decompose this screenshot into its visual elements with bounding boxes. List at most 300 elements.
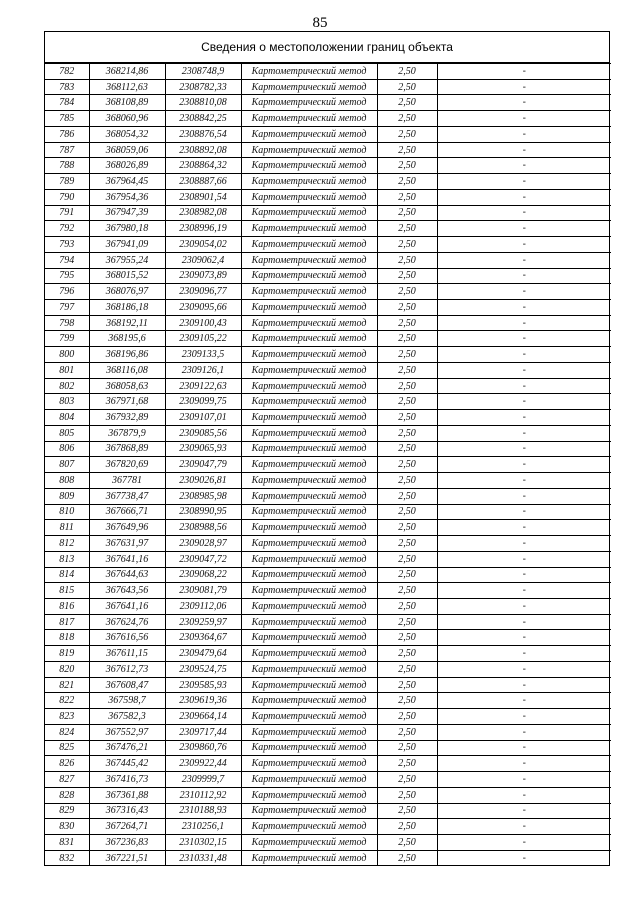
x-coordinate-cell: 367947,39 [89, 205, 165, 221]
y-coordinate-cell: 2309047,79 [165, 457, 241, 473]
x-coordinate-cell: 368060,96 [89, 111, 165, 127]
table-row [45, 803, 611, 819]
accuracy-cell: 2,50 [377, 158, 437, 174]
table-row [45, 473, 611, 489]
method-cell: Картометрический метод [241, 457, 377, 473]
point-number-cell: 830 [45, 819, 89, 835]
point-number-cell: 814 [45, 567, 89, 583]
accuracy-cell: 2,50 [377, 520, 437, 536]
accuracy-cell: 2,50 [377, 64, 437, 80]
y-coordinate-cell: 2310302,15 [165, 834, 241, 850]
y-coordinate-cell: 2309047,72 [165, 551, 241, 567]
point-number-cell: 801 [45, 362, 89, 378]
note-cell: - [437, 536, 611, 552]
x-coordinate-cell: 367644,63 [89, 567, 165, 583]
y-coordinate-cell: 2308864,32 [165, 158, 241, 174]
y-coordinate-cell: 2309133,5 [165, 347, 241, 363]
accuracy-cell: 2,50 [377, 567, 437, 583]
note-cell: - [437, 677, 611, 693]
method-cell: Картометрический метод [241, 378, 377, 394]
method-cell: Картометрический метод [241, 64, 377, 80]
method-cell: Картометрический метод [241, 142, 377, 158]
y-coordinate-cell: 2309999,7 [165, 772, 241, 788]
point-number-cell: 811 [45, 520, 89, 536]
point-number-cell: 797 [45, 300, 89, 316]
method-cell: Картометрический метод [241, 237, 377, 253]
table-row [45, 237, 611, 253]
accuracy-cell: 2,50 [377, 724, 437, 740]
y-coordinate-cell: 2308887,66 [165, 174, 241, 190]
method-cell: Картометрический метод [241, 221, 377, 237]
y-coordinate-cell: 2309122,63 [165, 378, 241, 394]
note-cell: - [437, 268, 611, 284]
accuracy-cell: 2,50 [377, 803, 437, 819]
note-cell: - [437, 520, 611, 536]
note-cell: - [437, 772, 611, 788]
note-cell: - [437, 79, 611, 95]
note-cell: - [437, 142, 611, 158]
method-cell: Картометрический метод [241, 819, 377, 835]
note-cell: - [437, 488, 611, 504]
note-cell: - [437, 740, 611, 756]
y-coordinate-cell: 2309028,97 [165, 536, 241, 552]
method-cell: Картометрический метод [241, 520, 377, 536]
x-coordinate-cell: 367820,69 [89, 457, 165, 473]
method-cell: Картометрический метод [241, 677, 377, 693]
table-row [45, 79, 611, 95]
note-cell: - [437, 205, 611, 221]
y-coordinate-cell: 2308982,08 [165, 205, 241, 221]
table-row [45, 724, 611, 740]
table-row [45, 410, 611, 426]
point-number-cell: 832 [45, 850, 89, 865]
point-number-cell: 793 [45, 237, 89, 253]
table-row [45, 300, 611, 316]
note-cell: - [437, 237, 611, 253]
x-coordinate-cell: 367641,16 [89, 598, 165, 614]
accuracy-cell: 2,50 [377, 174, 437, 190]
accuracy-cell: 2,50 [377, 268, 437, 284]
note-cell: - [437, 819, 611, 835]
accuracy-cell: 2,50 [377, 425, 437, 441]
note-cell: - [437, 126, 611, 142]
accuracy-cell: 2,50 [377, 614, 437, 630]
x-coordinate-cell: 367608,47 [89, 677, 165, 693]
accuracy-cell: 2,50 [377, 111, 437, 127]
table-row [45, 787, 611, 803]
method-cell: Картометрический метод [241, 646, 377, 662]
point-number-cell: 821 [45, 677, 89, 693]
accuracy-cell: 2,50 [377, 630, 437, 646]
note-cell: - [437, 425, 611, 441]
table-row [45, 95, 611, 111]
point-number-cell: 809 [45, 488, 89, 504]
coordinates-table-frame [44, 31, 610, 866]
y-coordinate-cell: 2308988,56 [165, 520, 241, 536]
accuracy-cell: 2,50 [377, 378, 437, 394]
accuracy-cell: 2,50 [377, 504, 437, 520]
x-coordinate-cell: 367964,45 [89, 174, 165, 190]
table-row [45, 504, 611, 520]
table-row [45, 772, 611, 788]
y-coordinate-cell: 2309099,75 [165, 394, 241, 410]
point-number-cell: 828 [45, 787, 89, 803]
note-cell: - [437, 598, 611, 614]
table-row [45, 126, 611, 142]
y-coordinate-cell: 2309085,56 [165, 425, 241, 441]
note-cell: - [437, 709, 611, 725]
x-coordinate-cell: 367361,88 [89, 787, 165, 803]
accuracy-cell: 2,50 [377, 205, 437, 221]
x-coordinate-cell: 368112,63 [89, 79, 165, 95]
accuracy-cell: 2,50 [377, 189, 437, 205]
x-coordinate-cell: 367738,47 [89, 488, 165, 504]
accuracy-cell: 2,50 [377, 677, 437, 693]
accuracy-cell: 2,50 [377, 473, 437, 489]
y-coordinate-cell: 2309126,1 [165, 362, 241, 378]
y-coordinate-cell: 2309100,43 [165, 315, 241, 331]
accuracy-cell: 2,50 [377, 142, 437, 158]
point-number-cell: 792 [45, 221, 89, 237]
accuracy-cell: 2,50 [377, 95, 437, 111]
table-title: Сведения о местоположении границ объекта [45, 32, 609, 63]
method-cell: Картометрический метод [241, 315, 377, 331]
note-cell: - [437, 661, 611, 677]
table-row [45, 677, 611, 693]
method-cell: Картометрический метод [241, 473, 377, 489]
method-cell: Картометрический метод [241, 787, 377, 803]
x-coordinate-cell: 367612,73 [89, 661, 165, 677]
point-number-cell: 805 [45, 425, 89, 441]
y-coordinate-cell: 2308748,9 [165, 64, 241, 80]
method-cell: Картометрический метод [241, 488, 377, 504]
point-number-cell: 824 [45, 724, 89, 740]
x-coordinate-cell: 368116,08 [89, 362, 165, 378]
table-row [45, 709, 611, 725]
accuracy-cell: 2,50 [377, 79, 437, 95]
method-cell: Картометрический метод [241, 95, 377, 111]
table-row [45, 646, 611, 662]
point-number-cell: 787 [45, 142, 89, 158]
method-cell: Картометрический метод [241, 252, 377, 268]
table-row [45, 205, 611, 221]
y-coordinate-cell: 2308782,33 [165, 79, 241, 95]
x-coordinate-cell: 368059,06 [89, 142, 165, 158]
x-coordinate-cell: 367641,16 [89, 551, 165, 567]
y-coordinate-cell: 2309065,93 [165, 441, 241, 457]
note-cell: - [437, 158, 611, 174]
point-number-cell: 796 [45, 284, 89, 300]
y-coordinate-cell: 2308892,08 [165, 142, 241, 158]
note-cell: - [437, 315, 611, 331]
table-row [45, 834, 611, 850]
table-row [45, 189, 611, 205]
coordinates-table [45, 63, 611, 865]
method-cell: Картометрический метод [241, 834, 377, 850]
x-coordinate-cell: 367666,71 [89, 504, 165, 520]
point-number-cell: 794 [45, 252, 89, 268]
method-cell: Картометрический метод [241, 661, 377, 677]
y-coordinate-cell: 2309717,44 [165, 724, 241, 740]
point-number-cell: 818 [45, 630, 89, 646]
method-cell: Картометрический метод [241, 850, 377, 865]
x-coordinate-cell: 368058,63 [89, 378, 165, 394]
note-cell: - [437, 646, 611, 662]
x-coordinate-cell: 368015,52 [89, 268, 165, 284]
point-number-cell: 785 [45, 111, 89, 127]
accuracy-cell: 2,50 [377, 126, 437, 142]
point-number-cell: 786 [45, 126, 89, 142]
method-cell: Картометрический метод [241, 425, 377, 441]
x-coordinate-cell: 367879,9 [89, 425, 165, 441]
point-number-cell: 788 [45, 158, 89, 174]
x-coordinate-cell: 368214,86 [89, 64, 165, 80]
note-cell: - [437, 378, 611, 394]
page-number: 85 [312, 15, 328, 31]
table-row [45, 583, 611, 599]
point-number-cell: 831 [45, 834, 89, 850]
accuracy-cell: 2,50 [377, 221, 437, 237]
point-number-cell: 808 [45, 473, 89, 489]
y-coordinate-cell: 2309026,81 [165, 473, 241, 489]
x-coordinate-cell: 367932,89 [89, 410, 165, 426]
note-cell: - [437, 441, 611, 457]
note-cell: - [437, 583, 611, 599]
accuracy-cell: 2,50 [377, 300, 437, 316]
table-row [45, 284, 611, 300]
method-cell: Картометрический метод [241, 551, 377, 567]
y-coordinate-cell: 2310256,1 [165, 819, 241, 835]
method-cell: Картометрический метод [241, 394, 377, 410]
x-coordinate-cell: 368054,32 [89, 126, 165, 142]
method-cell: Картометрический метод [241, 158, 377, 174]
accuracy-cell: 2,50 [377, 646, 437, 662]
y-coordinate-cell: 2309259,97 [165, 614, 241, 630]
point-number-cell: 820 [45, 661, 89, 677]
method-cell: Картометрический метод [241, 630, 377, 646]
method-cell: Картометрический метод [241, 614, 377, 630]
y-coordinate-cell: 2309922,44 [165, 756, 241, 772]
point-number-cell: 790 [45, 189, 89, 205]
y-coordinate-cell: 2309062,4 [165, 252, 241, 268]
table-row [45, 331, 611, 347]
note-cell: - [437, 174, 611, 190]
y-coordinate-cell: 2309585,93 [165, 677, 241, 693]
note-cell: - [437, 64, 611, 80]
accuracy-cell: 2,50 [377, 740, 437, 756]
point-number-cell: 806 [45, 441, 89, 457]
note-cell: - [437, 284, 611, 300]
point-number-cell: 804 [45, 410, 89, 426]
method-cell: Картометрический метод [241, 740, 377, 756]
accuracy-cell: 2,50 [377, 787, 437, 803]
accuracy-cell: 2,50 [377, 394, 437, 410]
table-body [45, 64, 611, 866]
method-cell: Картометрический метод [241, 79, 377, 95]
y-coordinate-cell: 2310112,92 [165, 787, 241, 803]
x-coordinate-cell: 367941,09 [89, 237, 165, 253]
accuracy-cell: 2,50 [377, 488, 437, 504]
x-coordinate-cell: 367616,56 [89, 630, 165, 646]
y-coordinate-cell: 2308996,19 [165, 221, 241, 237]
point-number-cell: 816 [45, 598, 89, 614]
method-cell: Картометрический метод [241, 410, 377, 426]
point-number-cell: 789 [45, 174, 89, 190]
x-coordinate-cell: 367980,18 [89, 221, 165, 237]
point-number-cell: 802 [45, 378, 89, 394]
y-coordinate-cell: 2309105,22 [165, 331, 241, 347]
table-row [45, 567, 611, 583]
table-row [45, 174, 611, 190]
note-cell: - [437, 473, 611, 489]
accuracy-cell: 2,50 [377, 331, 437, 347]
point-number-cell: 813 [45, 551, 89, 567]
point-number-cell: 783 [45, 79, 89, 95]
y-coordinate-cell: 2310188,93 [165, 803, 241, 819]
note-cell: - [437, 756, 611, 772]
point-number-cell: 782 [45, 64, 89, 80]
note-cell: - [437, 221, 611, 237]
x-coordinate-cell: 368026,89 [89, 158, 165, 174]
x-coordinate-cell: 367781 [89, 473, 165, 489]
table-row [45, 630, 611, 646]
note-cell: - [437, 630, 611, 646]
y-coordinate-cell: 2309860,76 [165, 740, 241, 756]
y-coordinate-cell: 2309619,36 [165, 693, 241, 709]
point-number-cell: 798 [45, 315, 89, 331]
note-cell: - [437, 410, 611, 426]
x-coordinate-cell: 367552,97 [89, 724, 165, 740]
x-coordinate-cell: 367582,3 [89, 709, 165, 725]
x-coordinate-cell: 367476,21 [89, 740, 165, 756]
x-coordinate-cell: 368196,86 [89, 347, 165, 363]
table-row [45, 158, 611, 174]
x-coordinate-cell: 367954,36 [89, 189, 165, 205]
point-number-cell: 819 [45, 646, 89, 662]
point-number-cell: 826 [45, 756, 89, 772]
x-coordinate-cell: 368186,18 [89, 300, 165, 316]
accuracy-cell: 2,50 [377, 237, 437, 253]
x-coordinate-cell: 367221,51 [89, 850, 165, 865]
accuracy-cell: 2,50 [377, 850, 437, 865]
x-coordinate-cell: 367971,68 [89, 394, 165, 410]
x-coordinate-cell: 368195,6 [89, 331, 165, 347]
note-cell: - [437, 693, 611, 709]
y-coordinate-cell: 2309096,77 [165, 284, 241, 300]
x-coordinate-cell: 367598,7 [89, 693, 165, 709]
x-coordinate-cell: 367624,76 [89, 614, 165, 630]
method-cell: Картометрический метод [241, 362, 377, 378]
y-coordinate-cell: 2309112,06 [165, 598, 241, 614]
table-row [45, 819, 611, 835]
note-cell: - [437, 850, 611, 865]
x-coordinate-cell: 367236,83 [89, 834, 165, 850]
method-cell: Картометрический метод [241, 331, 377, 347]
method-cell: Картометрический метод [241, 300, 377, 316]
method-cell: Картометрический метод [241, 693, 377, 709]
note-cell: - [437, 331, 611, 347]
accuracy-cell: 2,50 [377, 598, 437, 614]
table-row [45, 142, 611, 158]
y-coordinate-cell: 2309054,02 [165, 237, 241, 253]
table-row [45, 661, 611, 677]
table-row [45, 441, 611, 457]
y-coordinate-cell: 2309095,66 [165, 300, 241, 316]
method-cell: Картометрический метод [241, 126, 377, 142]
method-cell: Картометрический метод [241, 268, 377, 284]
method-cell: Картометрический метод [241, 803, 377, 819]
note-cell: - [437, 111, 611, 127]
accuracy-cell: 2,50 [377, 551, 437, 567]
y-coordinate-cell: 2309364,67 [165, 630, 241, 646]
x-coordinate-cell: 367868,89 [89, 441, 165, 457]
x-coordinate-cell: 367631,97 [89, 536, 165, 552]
note-cell: - [437, 614, 611, 630]
note-cell: - [437, 189, 611, 205]
accuracy-cell: 2,50 [377, 284, 437, 300]
x-coordinate-cell: 367955,24 [89, 252, 165, 268]
accuracy-cell: 2,50 [377, 709, 437, 725]
accuracy-cell: 2,50 [377, 457, 437, 473]
note-cell: - [437, 457, 611, 473]
point-number-cell: 827 [45, 772, 89, 788]
point-number-cell: 825 [45, 740, 89, 756]
note-cell: - [437, 787, 611, 803]
table-row [45, 315, 611, 331]
note-cell: - [437, 347, 611, 363]
accuracy-cell: 2,50 [377, 819, 437, 835]
table-row [45, 221, 611, 237]
table-row [45, 394, 611, 410]
note-cell: - [437, 567, 611, 583]
table-row [45, 425, 611, 441]
y-coordinate-cell: 2309081,79 [165, 583, 241, 599]
table-row [45, 64, 611, 80]
y-coordinate-cell: 2308985,98 [165, 488, 241, 504]
method-cell: Картометрический метод [241, 111, 377, 127]
y-coordinate-cell: 2308810,08 [165, 95, 241, 111]
point-number-cell: 810 [45, 504, 89, 520]
note-cell: - [437, 252, 611, 268]
accuracy-cell: 2,50 [377, 362, 437, 378]
point-number-cell: 807 [45, 457, 89, 473]
y-coordinate-cell: 2308901,54 [165, 189, 241, 205]
method-cell: Картометрический метод [241, 504, 377, 520]
accuracy-cell: 2,50 [377, 441, 437, 457]
table-row [45, 756, 611, 772]
table-row [45, 536, 611, 552]
accuracy-cell: 2,50 [377, 661, 437, 677]
method-cell: Картометрический метод [241, 772, 377, 788]
y-coordinate-cell: 2309524,75 [165, 661, 241, 677]
y-coordinate-cell: 2309073,89 [165, 268, 241, 284]
method-cell: Картометрический метод [241, 189, 377, 205]
point-number-cell: 800 [45, 347, 89, 363]
method-cell: Картометрический метод [241, 567, 377, 583]
accuracy-cell: 2,50 [377, 536, 437, 552]
table-row [45, 457, 611, 473]
accuracy-cell: 2,50 [377, 772, 437, 788]
method-cell: Картометрический метод [241, 709, 377, 725]
method-cell: Картометрический метод [241, 174, 377, 190]
note-cell: - [437, 551, 611, 567]
point-number-cell: 784 [45, 95, 89, 111]
x-coordinate-cell: 367316,43 [89, 803, 165, 819]
table-row [45, 850, 611, 865]
point-number-cell: 817 [45, 614, 89, 630]
point-number-cell: 799 [45, 331, 89, 347]
y-coordinate-cell: 2308876,54 [165, 126, 241, 142]
